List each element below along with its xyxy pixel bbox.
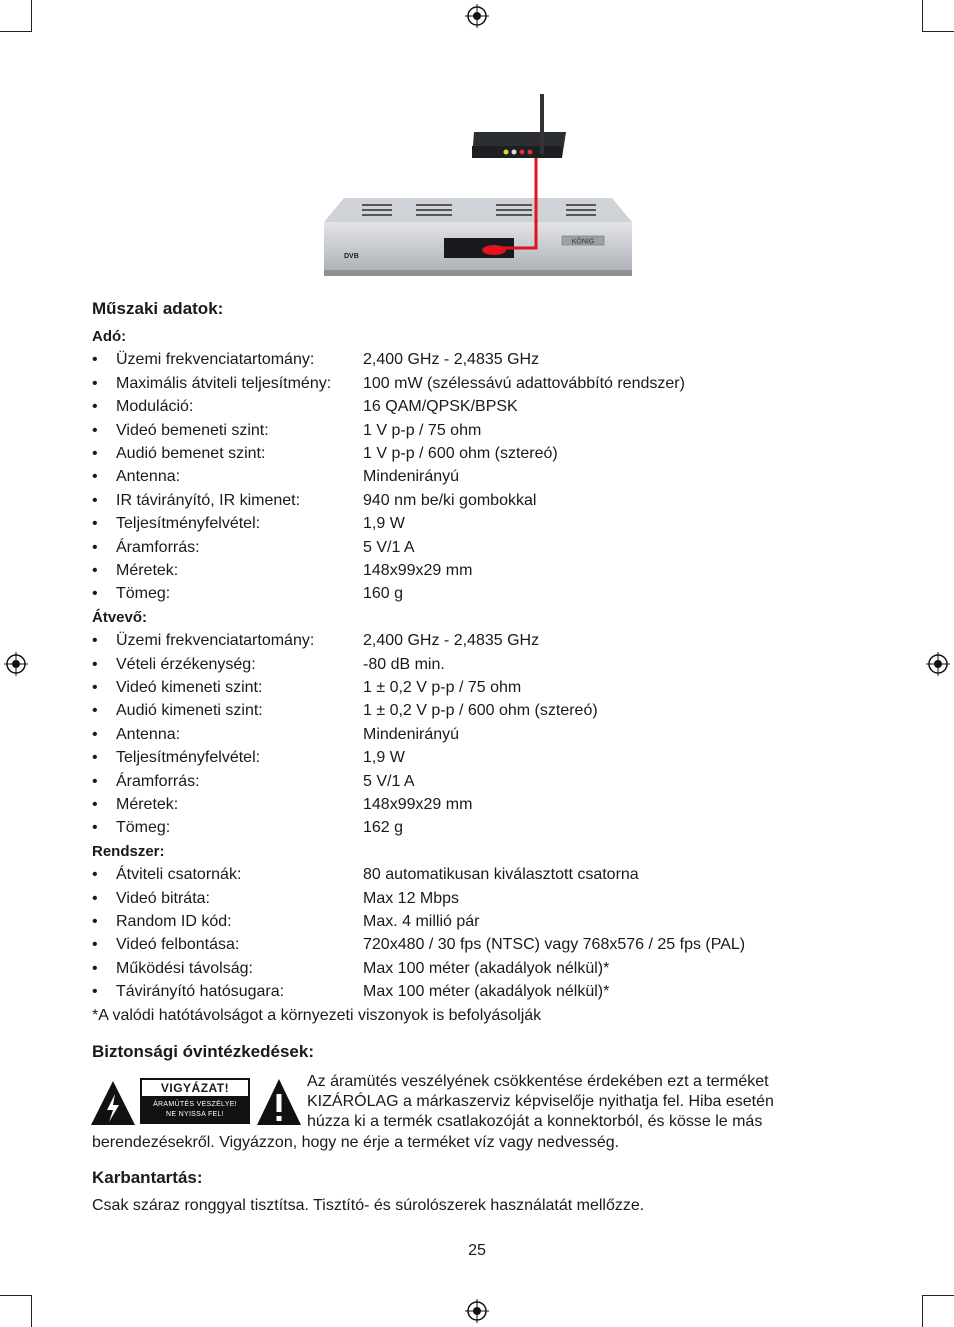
- spec-label: Moduláció:: [116, 398, 194, 416]
- spec-value: 2,400 GHz - 2,4835 GHz: [363, 632, 540, 650]
- bullet: •: [92, 515, 98, 533]
- spec-label: Tömeg:: [116, 819, 171, 837]
- spec-row: [92, 445, 852, 465]
- spec-row: [92, 492, 852, 512]
- spec-group-heading: Átvevő:: [92, 608, 148, 626]
- spec-label: Üzemi frekvenciatartomány:: [116, 351, 315, 369]
- spec-row: [92, 398, 852, 418]
- spec-value: 100 mW (szélessávú adattovábbító rendszer): [363, 374, 685, 392]
- spec-row: [92, 726, 852, 746]
- spec-row: [92, 632, 852, 652]
- bullet: •: [92, 351, 98, 369]
- spec-group-heading: Adó:: [92, 328, 127, 345]
- spec-label: Antenna:: [116, 468, 181, 486]
- spec-row: [92, 749, 852, 769]
- spec-label: Maximális átviteli teljesítmény:: [116, 374, 332, 392]
- spec-value: 16 QAM/QPSK/BPSK: [363, 398, 518, 416]
- bullet: •: [92, 398, 98, 416]
- spec-label: Tömeg:: [116, 585, 171, 603]
- spec-row: [92, 562, 852, 582]
- spec-label: Teljesítményfelvétel:: [116, 749, 261, 767]
- spec-row: [92, 819, 852, 839]
- bullet: •: [92, 796, 98, 813]
- spec-label: Távirányító hatósugara:: [116, 983, 285, 1001]
- spec-label: Videó bitráta:: [116, 889, 210, 907]
- spec-row: [92, 913, 852, 933]
- exclamation-warning-icon: [256, 1078, 302, 1126]
- spec-label: Random ID kód:: [116, 913, 232, 930]
- warning-line: NE NYISSA FEL!: [166, 1111, 224, 1118]
- bullet: •: [92, 468, 98, 486]
- spec-value: 80 automatikusan kiválasztott csatorna: [363, 866, 639, 884]
- spec-label: Áramforrás:: [116, 772, 200, 790]
- registration-mark-icon: [465, 1299, 489, 1323]
- safety-text-line: KIZÁRÓLAG a márkaszerviz képviselője nyithatja fel. Hiba esetén: [307, 1093, 774, 1110]
- crop-mark: [922, 31, 954, 32]
- spec-row: [92, 890, 852, 910]
- spec-row: [92, 539, 852, 559]
- page-number: 25: [468, 1242, 486, 1259]
- spec-value: Max 100 méter (akadályok nélkül)*: [363, 959, 610, 977]
- spec-row: [92, 656, 852, 676]
- warning-label: VIGYÁZAT!: [142, 1080, 248, 1096]
- spec-label: Vételi érzékenység:: [116, 655, 256, 673]
- spec-label: Videó felbontása:: [116, 936, 240, 954]
- registration-mark-icon: [4, 652, 28, 676]
- spec-value: 1 V p-p / 600 ohm (sztereó): [363, 445, 558, 462]
- bullet: •: [92, 866, 98, 884]
- bullet: •: [92, 749, 98, 767]
- bullet: •: [92, 538, 98, 556]
- spec-label: Működési távolság:: [116, 959, 253, 977]
- spec-label: Videó kimeneti szint:: [116, 679, 263, 696]
- crop-mark: [31, 1295, 32, 1327]
- receiver-device: [324, 198, 632, 276]
- spec-row: [92, 866, 852, 886]
- spec-label: Teljesítményfelvétel:: [116, 515, 261, 533]
- brand-plate: KÖNIG: [571, 238, 595, 246]
- spec-label: Audió bemenet szint:: [116, 445, 266, 462]
- spec-row: [92, 679, 852, 699]
- bullet: •: [92, 889, 98, 907]
- bullet: •: [92, 959, 98, 977]
- spec-label: Átviteli csatornák:: [116, 866, 242, 884]
- spec-label: Méretek:: [116, 562, 179, 579]
- bullet: •: [92, 702, 98, 720]
- bullet: •: [92, 983, 98, 1001]
- dvb-logo: DVB: [344, 253, 359, 260]
- bullet: •: [92, 585, 98, 603]
- registration-mark-icon: [926, 652, 950, 676]
- spec-row: [92, 983, 852, 1003]
- crop-mark: [922, 1295, 923, 1327]
- bullet: •: [92, 445, 98, 462]
- spec-value: 162 g: [363, 819, 404, 837]
- spec-value: Max 100 méter (akadályok nélkül)*: [363, 983, 610, 1001]
- spec-row: [92, 351, 852, 371]
- spec-value: 2,400 GHz - 2,4835 GHz: [363, 351, 540, 369]
- bullet: •: [92, 772, 98, 790]
- safety-text-line: húzza ki a termék csatlakozóját a konnektorból, és kösse le más: [307, 1113, 763, 1130]
- spec-value: 160 g: [363, 585, 404, 603]
- spec-value: Max 12 Mbps: [363, 889, 460, 907]
- spec-row: [92, 515, 852, 535]
- spec-value: 940 nm be/ki gombokkal: [363, 491, 537, 509]
- spec-value: 1 ± 0,2 V p-p / 600 ohm (sztereó): [363, 702, 598, 720]
- safety-title: Biztonsági óvintézkedések:: [92, 1042, 315, 1061]
- spec-label: Antenna:: [116, 725, 181, 743]
- spec-value: Max. 4 millió pár: [363, 913, 480, 930]
- transmitter-device: [472, 94, 566, 158]
- bullet: •: [92, 725, 98, 743]
- spec-row: [92, 773, 852, 793]
- bullet: •: [92, 936, 98, 954]
- spec-value: 1,9 W: [363, 749, 405, 767]
- spec-value: Mindenirányú: [363, 725, 460, 743]
- spec-value: Mindenirányú: [363, 468, 460, 486]
- bullet: •: [92, 655, 98, 673]
- spec-label: IR távirányító, IR kimenet:: [116, 491, 301, 509]
- crop-mark: [0, 31, 32, 32]
- bullet: •: [92, 374, 98, 392]
- crop-mark: [922, 1295, 954, 1296]
- maintenance-text: Csak száraz ronggyal tisztítsa. Tisztító- és súrolószerek használatát mellőzze.: [92, 1197, 645, 1214]
- spec-row: [92, 468, 852, 488]
- warning-label-box: [140, 1078, 250, 1124]
- product-illustration: [322, 90, 634, 282]
- spec-value: 5 V/1 A: [363, 538, 415, 556]
- spec-row: [92, 960, 852, 980]
- bullet: •: [92, 562, 98, 579]
- bullet: •: [92, 632, 98, 650]
- registration-mark-icon: [465, 4, 489, 28]
- spec-label: Áramforrás:: [116, 538, 200, 556]
- spec-row: [92, 936, 852, 956]
- spec-value: 148x99x29 mm: [363, 796, 473, 813]
- safety-text-line: berendezésekről. Vigyázzon, hogy ne érje a terméket víz vagy nedvesség.: [92, 1134, 620, 1151]
- spec-row: [92, 422, 852, 442]
- spec-label: Videó bemeneti szint:: [116, 421, 269, 439]
- warning-line: ÁRAMÜTÉS VESZÉLYE!: [153, 1101, 237, 1108]
- specs-title: Műszaki adatok:: [92, 299, 224, 318]
- crop-mark: [31, 0, 32, 32]
- spec-value: -80 dB min.: [363, 655, 445, 673]
- spec-label: Üzemi frekvenciatartomány:: [116, 632, 315, 650]
- bullet: •: [92, 819, 98, 837]
- spec-row: [92, 585, 852, 605]
- spec-value: 720x480 / 30 fps (NTSC) vagy 768x576 / 25 fps (PAL): [363, 936, 746, 954]
- spec-row: [92, 375, 852, 395]
- spec-value: 5 V/1 A: [363, 772, 415, 790]
- specs-footnote: *A valódi hatótávolságot a környezeti viszonyok is befolyásolják: [92, 1007, 542, 1024]
- spec-group-heading: Rendszer:: [92, 842, 165, 860]
- bullet: •: [92, 913, 98, 930]
- spec-row: [92, 702, 852, 722]
- crop-mark: [0, 1295, 32, 1296]
- safety-text-line: Az áramütés veszélyének csökkentése érdekében ezt a terméket: [307, 1073, 769, 1090]
- lightning-warning-icon: [90, 1080, 136, 1126]
- bullet: •: [92, 491, 98, 509]
- crop-mark: [922, 0, 923, 32]
- bullet: •: [92, 679, 98, 696]
- spec-label: Méretek:: [116, 796, 179, 813]
- spec-value: 1 ± 0,2 V p-p / 75 ohm: [363, 679, 522, 696]
- spec-label: Audió kimeneti szint:: [116, 702, 263, 720]
- spec-value: 1 V p-p / 75 ohm: [363, 421, 482, 439]
- maintenance-title: Karbantartás:: [92, 1168, 203, 1187]
- spec-value: 148x99x29 mm: [363, 562, 473, 579]
- spec-row: [92, 796, 852, 816]
- spec-value: 1,9 W: [363, 515, 405, 533]
- bullet: •: [92, 421, 98, 439]
